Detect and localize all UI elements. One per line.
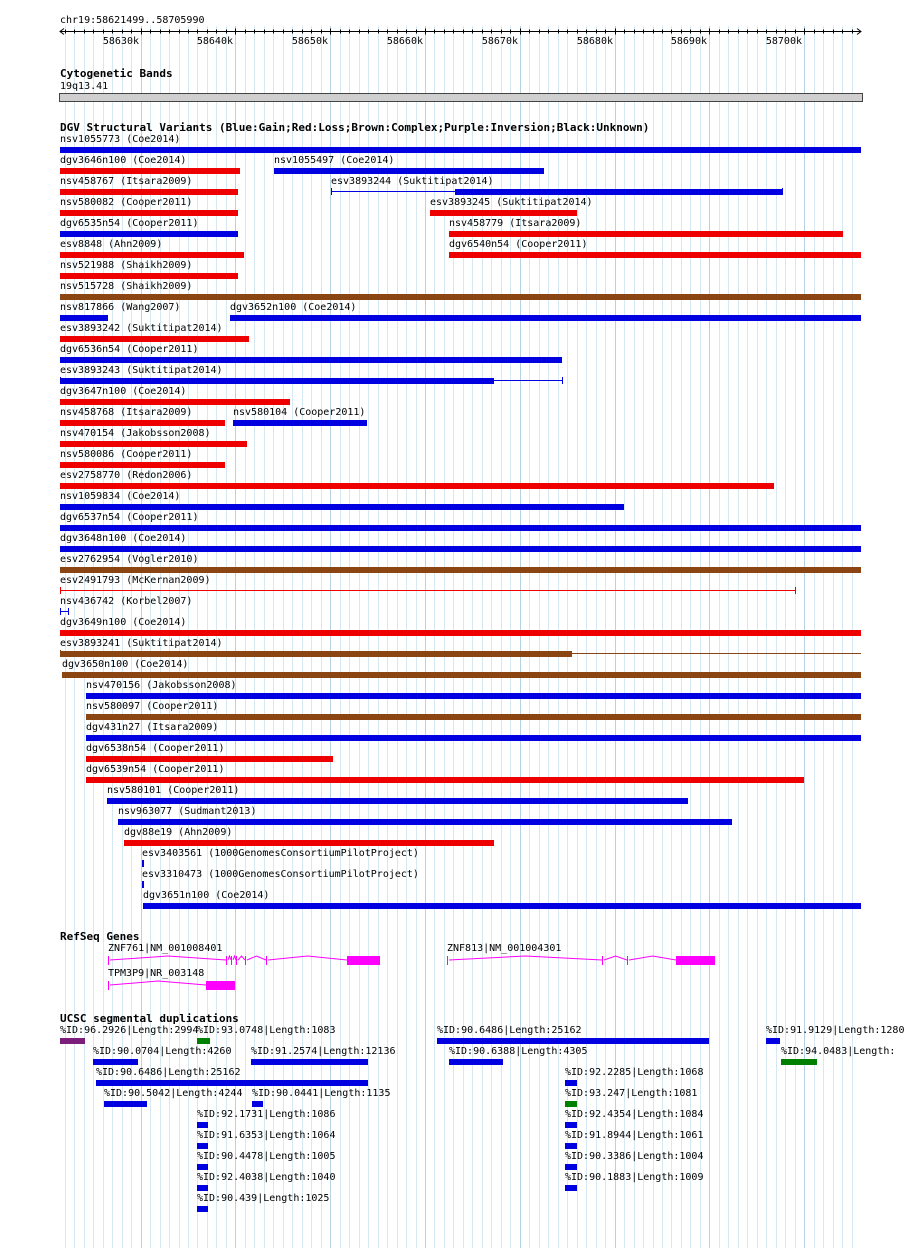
segdup-label: %ID:90.3386|Length:1004: [565, 1151, 704, 1162]
dgv-feature-label: dgv3649n100 (Coe2014): [60, 617, 187, 628]
dgv-feature-label: dgv6538n54 (Cooper2011): [86, 743, 225, 754]
segdup-bar[interactable]: [766, 1038, 780, 1044]
ruler-tick-label: 58700k: [765, 36, 802, 47]
dgv-feature-label: nsv1055497 (Coe2014): [274, 155, 395, 166]
dgv-feature-label: dgv431n27 (Itsara2009): [86, 722, 219, 733]
segdup-label: %ID:92.1731|Length:1086: [197, 1109, 336, 1120]
dgv-feature-label: esv3893245 (Suktitipat2014): [430, 197, 593, 208]
segdup-bar[interactable]: [437, 1038, 709, 1044]
dgv-feature-label: esv3893241 (Suktitipat2014): [60, 638, 223, 649]
dgv-feature-label: dgv3650n100 (Coe2014): [62, 659, 189, 670]
ruler-tick-label: 58690k: [670, 36, 707, 47]
dgv-feature-label: nsv470156 (Jakobsson2008): [86, 680, 237, 691]
dgv-feature-label: esv2762954 (Vogler2010): [60, 554, 199, 565]
refseq-exon[interactable]: [108, 981, 109, 990]
dgv-feature-label: nsv470154 (Jakobsson2008): [60, 428, 211, 439]
segdup-label: %ID:90.0704|Length:4260: [93, 1046, 232, 1057]
ruler-tick-label: 58630k: [102, 36, 139, 47]
segdup-bar[interactable]: [197, 1122, 208, 1128]
segdup-label: %ID:90.5042|Length:4244: [104, 1088, 243, 1099]
dgv-feature-label: nsv963077 (Sudmant2013): [118, 806, 257, 817]
dgv-feature-label: esv8848 (Ahn2009): [60, 239, 163, 250]
dgv-feature-label: esv3893242 (Suktitipat2014): [60, 323, 223, 334]
refseq-gene-label: ZNF813|NM_001004301: [447, 943, 562, 954]
segdup-label: %ID:96.2926|Length:2994: [60, 1025, 199, 1036]
segdup-bar[interactable]: [197, 1206, 208, 1212]
segdup-label: %ID:90.1883|Length:1009: [565, 1172, 704, 1183]
ruler-tick-label: 58680k: [576, 36, 613, 47]
ruler-tick-label: 58670k: [481, 36, 518, 47]
segdup-bar[interactable]: [565, 1185, 577, 1191]
dgv-feature-label: nsv580104 (Cooper2011): [233, 407, 366, 418]
segdup-bar[interactable]: [565, 1164, 577, 1170]
dgv-feature-label: nsv458779 (Itsara2009): [449, 218, 582, 229]
segdup-bar[interactable]: [96, 1080, 368, 1086]
segdup-label: %ID:90.6486|Length:25162: [96, 1067, 241, 1078]
segdup-bar[interactable]: [197, 1143, 208, 1149]
dgv-feature-label: dgv6535n54 (Cooper2011): [60, 218, 199, 229]
dgv-track-title: DGV Structural Variants (Blue:Gain;Red:Loss;Brown:Complex;Purple:Inversion;Black:Unknown): [60, 121, 650, 134]
segdup-label: %ID:91.2574|Length:12136: [251, 1046, 396, 1057]
segdup-label: %ID:90.4478|Length:1005: [197, 1151, 336, 1162]
segdup-bar[interactable]: [565, 1101, 577, 1107]
segdup-bar[interactable]: [565, 1122, 577, 1128]
dgv-feature-label: nsv436742 (Korbel2007): [60, 596, 193, 607]
dgv-feature-label: dgv3646n100 (Coe2014): [60, 155, 187, 166]
dgv-feature-label: nsv1055773 (Coe2014): [60, 134, 181, 145]
ruler-tick-label: 58650k: [291, 36, 328, 47]
region-label: chr19:58621499..58705990: [60, 15, 205, 26]
segdup-label: %ID:92.4038|Length:1040: [197, 1172, 336, 1183]
dgv-feature-label: nsv580097 (Cooper2011): [86, 701, 219, 712]
segdup-bar[interactable]: [60, 1038, 85, 1044]
segdup-label: %ID:94.0483|Length:: [781, 1046, 896, 1057]
segdup-label: %ID:90.439|Length:1025: [197, 1193, 330, 1204]
dgv-feature-label: nsv458767 (Itsara2009): [60, 176, 193, 187]
segdup-bar[interactable]: [104, 1101, 147, 1107]
dgv-feature-label: dgv3648n100 (Coe2014): [60, 533, 187, 544]
segdup-label: %ID:90.0441|Length:1135: [252, 1088, 391, 1099]
segdup-bar[interactable]: [93, 1059, 138, 1065]
dgv-feature-label: esv3403561 (1000GenomesConsortiumPilotProject): [142, 848, 419, 859]
refseq-track-title: RefSeq Genes: [60, 930, 140, 943]
dgv-feature-label: dgv3652n100 (Coe2014): [230, 302, 357, 313]
dgv-feature-label: nsv580086 (Cooper2011): [60, 449, 193, 460]
ruler-tick-label: 58640k: [196, 36, 233, 47]
dgv-feature-label: nsv1059834 (Coe2014): [60, 491, 181, 502]
dgv-feature-label: esv3893243 (Suktitipat2014): [60, 365, 223, 376]
dgv-feature-label: esv3310473 (1000GenomesConsortiumPilotProject): [142, 869, 419, 880]
segdup-label: %ID:93.247|Length:1081: [565, 1088, 698, 1099]
segdup-label: %ID:90.6486|Length:25162: [437, 1025, 582, 1036]
dgv-feature-label: dgv6539n54 (Cooper2011): [86, 764, 225, 775]
segdup-label: %ID:91.6353|Length:1064: [197, 1130, 336, 1141]
segdup-label: %ID:92.4354|Length:1084: [565, 1109, 704, 1120]
segdup-bar[interactable]: [449, 1059, 503, 1065]
segdup-bar[interactable]: [251, 1059, 368, 1065]
segdup-bar[interactable]: [252, 1101, 263, 1107]
dgv-feature-label: dgv88e19 (Ahn2009): [124, 827, 233, 838]
segdup-label: %ID:92.2285|Length:1068: [565, 1067, 704, 1078]
refseq-gene-label: TPM3P9|NR_003148: [108, 968, 205, 979]
segdup-label: %ID:93.0748|Length:1083: [197, 1025, 336, 1036]
ruler-tick-label: 58660k: [386, 36, 423, 47]
dgv-feature-label: dgv3647n100 (Coe2014): [60, 386, 187, 397]
dgv-feature-label: dgv6540n54 (Cooper2011): [449, 239, 588, 250]
dgv-feature-label: esv2758770 (Redon2006): [60, 470, 193, 481]
segdup-bar[interactable]: [781, 1059, 817, 1065]
segdup-track-title: UCSC segmental duplications: [60, 1012, 239, 1025]
segdup-bar[interactable]: [197, 1185, 208, 1191]
segdup-label: %ID:91.8944|Length:1061: [565, 1130, 704, 1141]
segdup-label: %ID:91.9129|Length:1280: [766, 1025, 904, 1036]
dgv-feature-label: nsv458768 (Itsara2009): [60, 407, 193, 418]
dgv-feature-label: esv3893244 (Suktitipat2014): [331, 176, 494, 187]
dgv-feature-label: dgv6536n54 (Cooper2011): [60, 344, 199, 355]
cytoband-label: 19q13.41: [60, 81, 109, 92]
segdup-bar[interactable]: [197, 1038, 210, 1044]
segdup-bar[interactable]: [565, 1080, 577, 1086]
dgv-feature-label: nsv521988 (Shaikh2009): [60, 260, 193, 271]
dgv-feature-label: dgv3651n100 (Coe2014): [143, 890, 270, 901]
cytoband-track-title: Cytogenetic Bands: [60, 67, 173, 80]
dgv-feature-label: esv2491793 (McKernan2009): [60, 575, 211, 586]
dgv-feature-label: dgv6537n54 (Cooper2011): [60, 512, 199, 523]
refseq-exon[interactable]: [206, 981, 235, 990]
refseq-intron: [110, 981, 206, 985]
segdup-bar[interactable]: [197, 1164, 208, 1170]
dgv-feature-label: nsv515728 (Shaikh2009): [60, 281, 193, 292]
segdup-bar[interactable]: [565, 1143, 577, 1149]
dgv-feature-label: nsv580082 (Cooper2011): [60, 197, 193, 208]
refseq-gene-label: ZNF761|NM_001008401: [108, 943, 223, 954]
dgv-feature-label: nsv817866 (Wang2007): [60, 302, 181, 313]
dgv-feature-label: nsv580101 (Cooper2011): [107, 785, 240, 796]
segdup-label: %ID:90.6388|Length:4305: [449, 1046, 588, 1057]
